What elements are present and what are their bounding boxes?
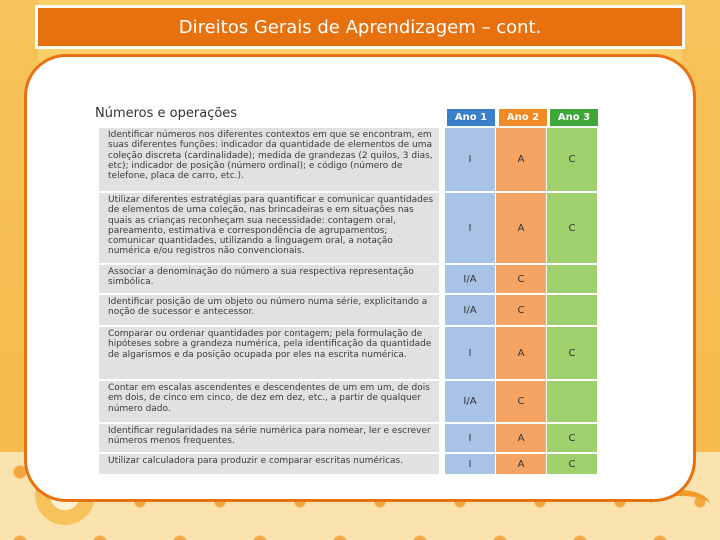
table-header <box>93 104 601 126</box>
cell-ano-1: I <box>445 454 495 474</box>
table-row <box>93 325 601 379</box>
cell-ano-3 <box>547 265 597 293</box>
table-row <box>93 191 601 263</box>
cell-ano-3: C <box>547 193 597 263</box>
cell-ano-2: A <box>496 193 546 263</box>
section-title: Números e operações <box>95 106 238 121</box>
table-row <box>93 422 601 452</box>
cell-ano-2: A <box>496 424 546 452</box>
row-description: Contar em escalas ascendentes e descendentes de um em um, de dois em dois, de cinco em cinco, de dez em dez, etc., a partir de qualquer número dado. <box>99 381 439 422</box>
cell-ano-2: A <box>496 454 546 474</box>
header-ano-3: Ano 3 <box>550 109 598 126</box>
table-row <box>93 126 601 191</box>
table-row <box>93 452 601 474</box>
cell-ano-2: A <box>496 128 546 191</box>
row-description: Identificar posição de um objeto ou número numa série, explicitando a noção de sucessor e antecessor. <box>99 295 439 325</box>
cell-ano-2: C <box>496 265 546 293</box>
row-description: Utilizar calculadora para produzir e comparar escritas numéricas. <box>99 454 439 474</box>
cell-ano-1: I/A <box>445 381 495 422</box>
cell-ano-2: C <box>496 295 546 325</box>
slide-title: Direitos Gerais de Aprendizagem – cont. <box>35 5 685 49</box>
cell-ano-1: I/A <box>445 265 495 293</box>
cell-ano-3: C <box>547 327 597 379</box>
cell-ano-1: I <box>445 193 495 263</box>
header-ano-2: Ano 2 <box>499 109 547 126</box>
cell-ano-1: I <box>445 128 495 191</box>
cell-ano-3: C <box>547 454 597 474</box>
cell-ano-1: I <box>445 327 495 379</box>
row-description: Identificar números nos diferentes contextos em que se encontram, em suas diferentes funções: indicador da quantidade de elementos de uma coleção discreta (cardinalidade); medida de grandezas (2 quilos, 3 dias, etc); indicador de posição (número ordinal); e código (número de telefone, placa de carro, etc.). <box>99 128 439 191</box>
cell-ano-3 <box>547 295 597 325</box>
table-row <box>93 379 601 422</box>
cell-ano-2: C <box>496 381 546 422</box>
cell-ano-3: C <box>547 128 597 191</box>
table-row <box>93 263 601 293</box>
row-description: Utilizar diferentes estratégias para quantificar e comunicar quantidades de elementos de uma coleção, nas brincadeiras e em situações nas quais as crianças reconheçam sua necessidade: contagem oral, pareamento, estimativa e correspondência de agrupamentos; comunicar quantidades, utilizando a linguagem oral, a notação numérica e/ou registros não convencionais. <box>99 193 439 263</box>
cell-ano-3 <box>547 381 597 422</box>
table-row <box>93 293 601 325</box>
cell-ano-2: A <box>496 327 546 379</box>
skills-table <box>93 104 601 474</box>
cell-ano-1: I/A <box>445 295 495 325</box>
cell-ano-3: C <box>547 424 597 452</box>
header-ano-1: Ano 1 <box>447 109 495 126</box>
row-description: Comparar ou ordenar quantidades por contagem; pela formulação de hipóteses sobre a grandeza numérica, pela identificação da quantidade de algarismos e da posição ocupada por eles na escrita numérica. <box>99 327 439 379</box>
row-description: Associar a denominação do número a sua respectiva representação simbólica. <box>99 265 439 293</box>
cell-ano-1: I <box>445 424 495 452</box>
row-description: Identificar regularidades na série numérica para nomear, ler e escrever números menos frequentes. <box>99 424 439 452</box>
